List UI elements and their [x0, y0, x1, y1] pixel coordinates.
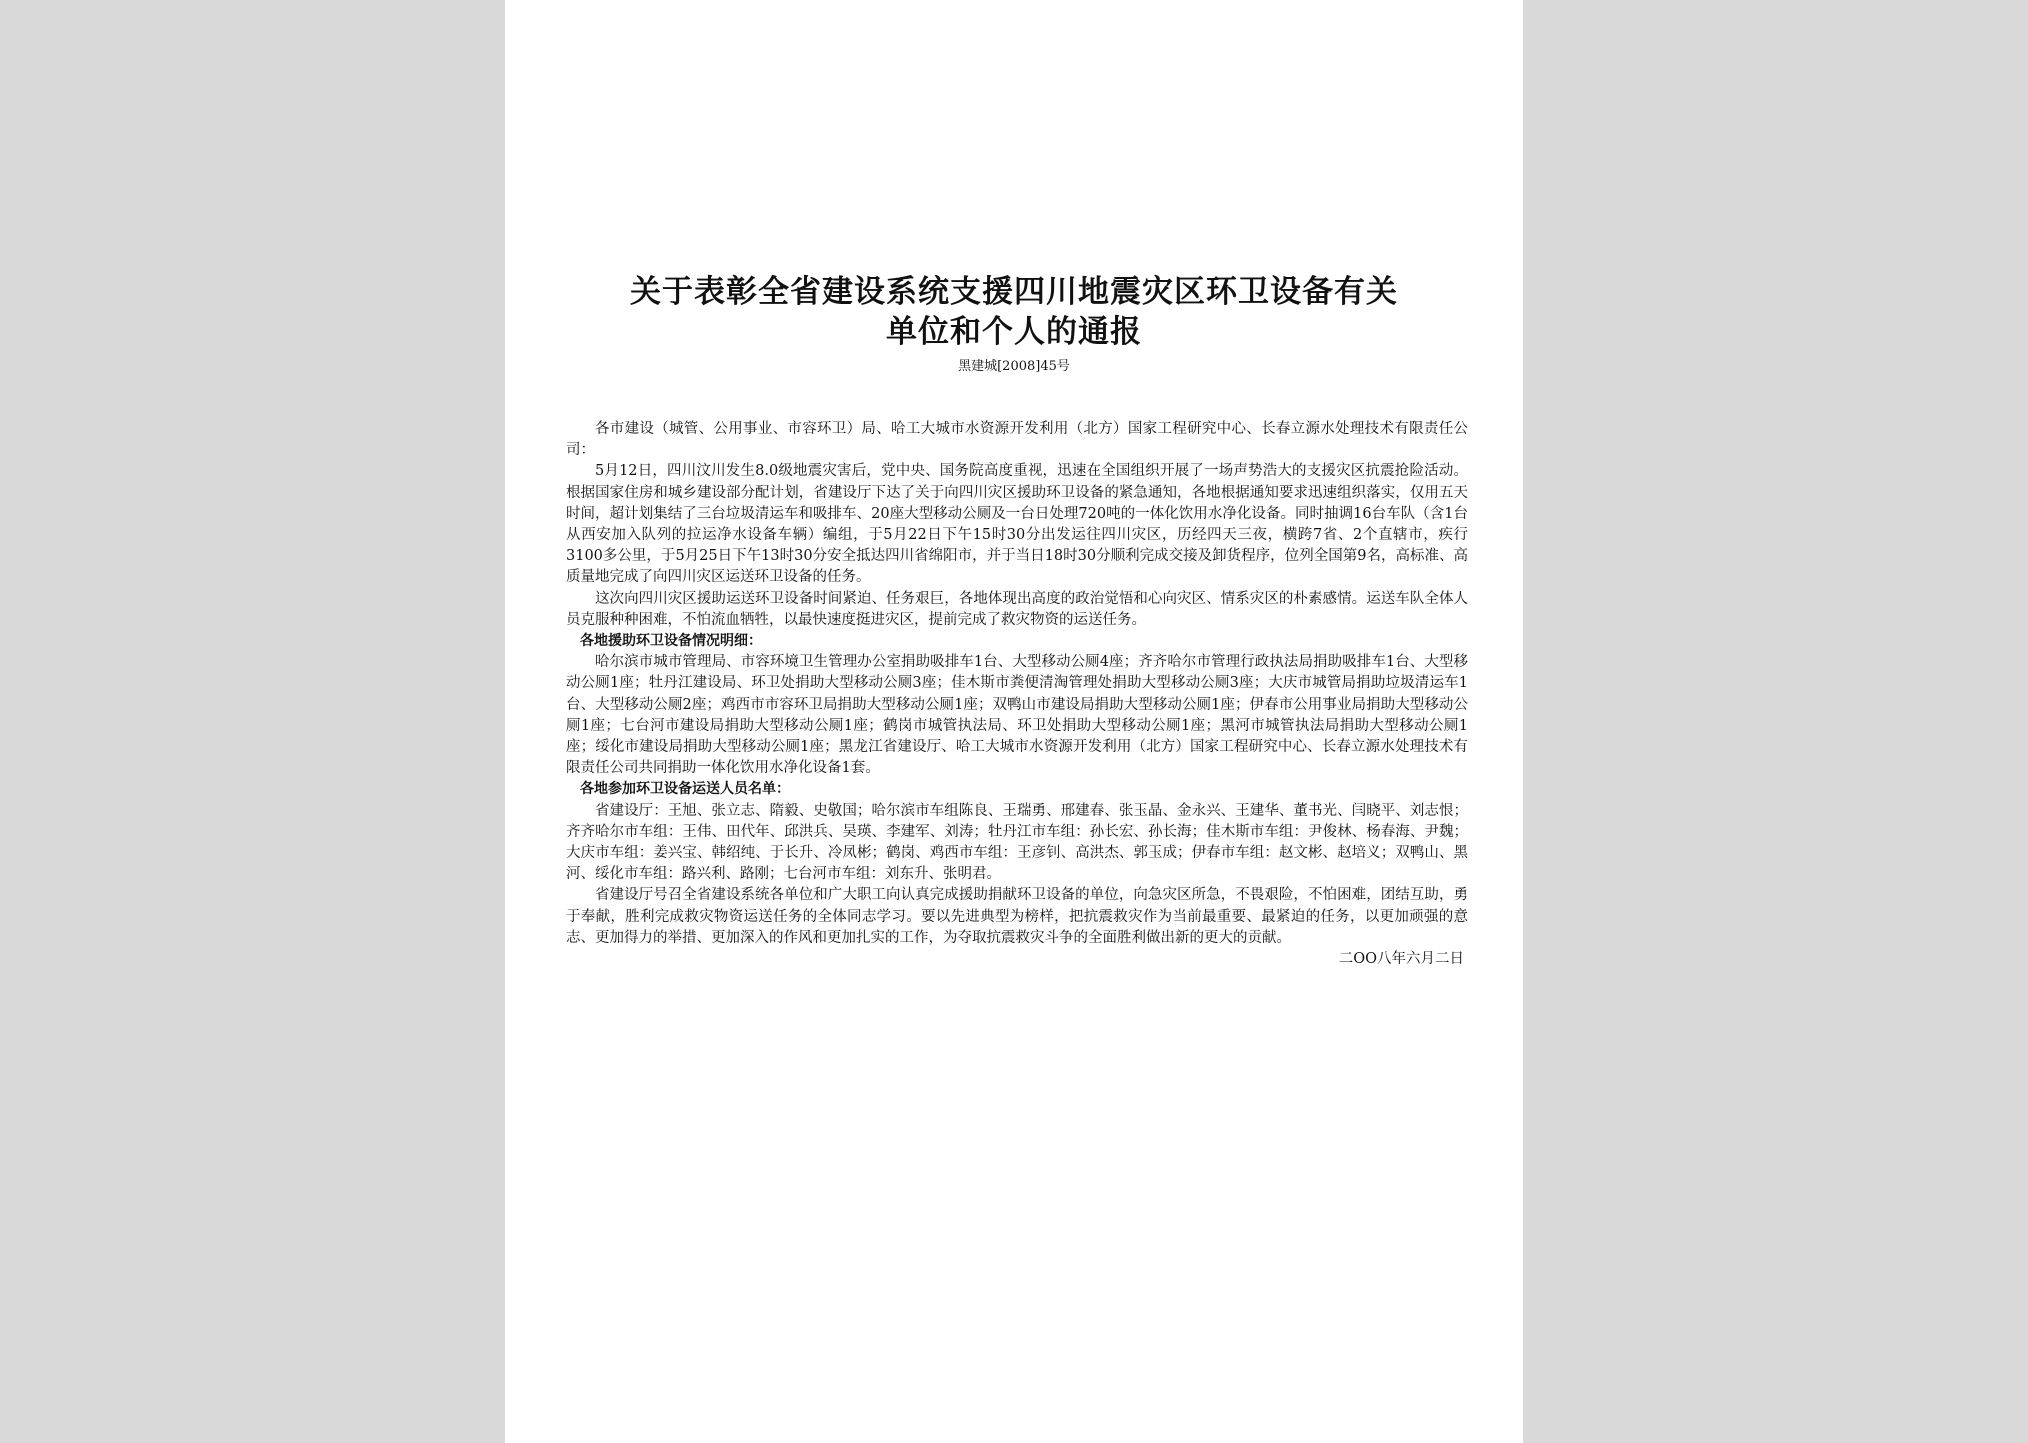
- paragraph-earthquake-response: 5月12日，四川汶川发生8.0级地震灾害后，党中央、国务院高度重视，迅速在全国组织开展了一场声势浩大的支援灾区抗震抢险活动。根据国家住房和城乡建设部分配计划，省建设厅下达了关于向四川灾区援助环卫设备的紧急通知，各地根据通知要求迅速组织落实，仅用五天时间，超计划集结了三台垃圾清运车和吸排车、20座大型移动公厕及一台日处理720吨的一体化饮用水净化设备。同时抽调16台车队（含1台从西安加入队列的拉运净水设备车辆）编组，于5月22日下午15时30分出发运往四川灾区，历经四天三夜，横跨7省、2个直辖市，疾行3100多公里，于5月25日下午13时30分安全抵达四川省绵阳市，并于当日18时30分顺利完成交接及卸货程序，位列全国第9名，高标准、高质量地完成了向四川灾区运送环卫设备的任务。: [566, 463, 1468, 586]
- document-date: 二OO八年六月二日: [1338, 951, 1464, 968]
- heading-equipment-details: 各地援助环卫设备情况明细：: [580, 633, 762, 650]
- paragraph-call-to-action: 省建设厅号召全省建设系统各单位和广大职工向认真完成援助捐献环卫设备的单位，向急灾区所急，不畏艰险，不怕困难，团结互助，勇于奉献，胜利完成救灾物资运送任务的全体同志学习。要以先进典型为榜样，把抗震救灾作为当前最重要、最紧迫的任务，以更加顽强的意志、更加得力的举措、更加深入的作风和更加扎实的工作，为夺取抗震救灾斗争的全面胜利做出新的更大的贡献。: [566, 887, 1468, 946]
- paragraph-commendation: 这次向四川灾区援助运送环卫设备时间紧迫、任务艰巨，各地体现出高度的政治觉悟和心向灾区、情系灾区的朴素感情。运送车队全体人员克服种种困难，不怕流血牺牲，以最快速度挺进灾区，提前完成了救灾物资的运送任务。: [566, 590, 1468, 628]
- document-title-line-2: 单位和个人的通报: [886, 314, 1142, 350]
- salutation: 各市建设（城管、公用事业、市容环卫）局、哈工大城市水资源开发利用（北方）国家工程研究中心、长春立源水处理技术有限责任公司：: [566, 421, 1468, 459]
- document-title-line-1: 关于表彰全省建设系统支援四川地震灾区环卫设备有关: [630, 274, 1398, 310]
- heading-personnel-list: 各地参加环卫设备运送人员名单：: [580, 781, 790, 798]
- document-title: [505, 272, 1523, 352]
- document-number: 黑建城[2008]45号: [958, 359, 1070, 374]
- paragraph-equipment-details: 哈尔滨市城市管理局、市容环境卫生管理办公室捐助吸排车1台、大型移动公厕4座；齐齐哈尔市管理行政执法局捐助吸排车1台、大型移动公厕1座；牡丹江建设局、环卫处捐助大型移动公厕3座；佳木斯市粪便清淘管理处捐助大型移动公厕3座；大庆市城管局捐助垃圾清运车1台、大型移动公厕2座；鸡西市市容环卫局捐助大型移动公厕1座；双鸭山市建设局捐助大型移动公厕1座；伊春市公用事业局捐助大型移动公厕1座；七台河市建设局捐助大型移动公厕1座；鹤岗市城管执法局、环卫处捐助大型移动公厕1座；黑河市城管执法局捐助大型移动公厕1座；绥化市建设局捐助大型移动公厕1座；黑龙江省建设厅、哈工大城市水资源开发利用（北方）国家工程研究中心、长春立源水处理技术有限责任公司共同捐助一体化饮用水净化设备1套。: [566, 654, 1468, 777]
- paragraph-personnel-list: 省建设厅：王旭、张立志、隋毅、史敬国；哈尔滨市车组陈良、王瑞勇、邢建春、张玉晶、金永兴、王建华、董书光、闫晓平、刘志恨；齐齐哈尔市车组：王伟、田代年、邱洪兵、吴瑛、李建军、刘涛；牡丹江市车组：孙长宏、孙长海；佳木斯市车组：尹俊林、杨春海、尹魏；大庆市车组：姜兴宝、韩绍纯、于长升、冷凤彬；鹤岗、鸡西市车组：王彦钊、高洪杰、郭玉成；伊春市车组：赵文彬、赵培义；双鸭山、黑河、绥化市车组：路兴利、路刚；七台河市车组：刘东升、张明君。: [566, 802, 1468, 883]
- document-page: [505, 0, 1523, 1443]
- document-body: [566, 419, 1468, 970]
